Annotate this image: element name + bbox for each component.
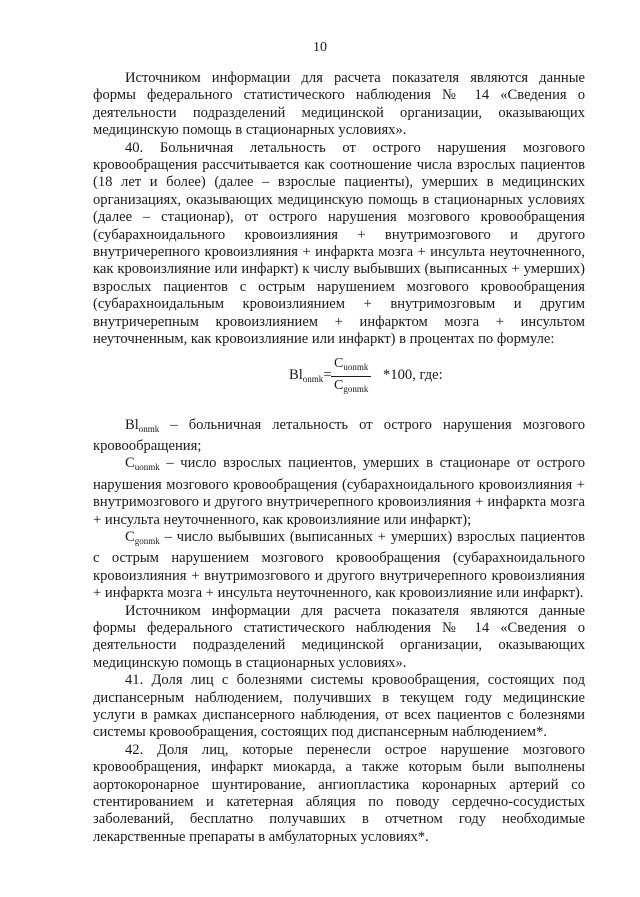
- term-cu-sub: uonmk: [134, 462, 160, 473]
- term-bl-base: Bl: [125, 416, 139, 433]
- term-cg-base: C: [125, 528, 135, 545]
- term-cg-sub: gonmk: [134, 535, 160, 546]
- formula-den-base: C: [334, 377, 344, 393]
- formula-numerator: [331, 355, 371, 377]
- formula-rhs: *100, где:: [383, 366, 443, 383]
- paragraph-item-40: 40. Больничная летальность от острого нарушения мозгового кровообращения рассчитывается как соотношение числа взрослых пациентов (18 лет и более) (далее – взрослые пациенты), умерших в медицинских организациях, оказывающих медицинскую помощь в стационарных условиях (далее – стационар), от острого нарушения мозгового кровообращения (субарахноидального кровоизлияния + внутримозгового и другого внутричерепного кровоизлияния + инфаркта мозга + инсульта неуточненного, как кровоизлияние или инфаркт) к числу выбывших (выписанных + умерших) взрослых пациентов с острым нарушением мозгового кровообращения (субарахноидальным кровоизлиянием + внутримозговым и другим внутричерепным кровоизлиянием + инфарктом мозга + инсультом неуточненным, как кровоизлияние или инфаркт) в процентах по формуле:: [93, 139, 585, 348]
- definition-cu-text: – число взрослых пациентов, умерших в стационаре от острого нарушения мозгового кровообращения (субарахноидального кровоизлияния + внутримозгового и другого внутричерепного кровоизлияния + инфаркта мозга + инсульта неуточненного, как кровоизлияние или инфаркт);: [93, 455, 585, 528]
- definition-cg: [93, 529, 585, 603]
- paragraph-item-42: 42. Доля лиц, которые перенесли острое нарушение мозгового кровообращения, инфаркт миокарда, а также которым были выполнены аортокоронарное шунтирование, ангиопластика коронарных артерий со стентированием и катетерная абляция по поводу сердечно-сосудистых заболеваний, бесплатно получавших в отчетном году необходимые лекарственные препараты в амбулаторных условиях*.: [93, 741, 585, 845]
- definition-bl-text: – больничная летальность от острого нарушения мозгового кровообращения;: [93, 416, 585, 454]
- formula-den-sub: gonmk: [343, 383, 369, 394]
- formula-fraction: [331, 355, 371, 398]
- formula-denominator: [331, 377, 371, 398]
- formula-num-sub: uonmk: [343, 361, 369, 372]
- definition-cu: [93, 455, 585, 529]
- paragraph-item-41: 41. Доля лиц с болезнями системы кровообращения, состоящих под диспансерным наблюдением, получивших в текущем году медицинские услуги в рамках диспансерного наблюдения, от всех пациентов с болезнями системы кровообращения, состоящих под диспансерным наблюдением*.: [93, 672, 585, 741]
- paragraph-source-info-1: Источником информации для расчета показателя являются данные формы федерального статистического наблюдения № 14 «Сведения о деятельности подразделений медицинской организации, оказывающих медицинскую помощь в стационарных условиях».: [93, 70, 585, 139]
- formula-num-base: C: [334, 355, 344, 371]
- document-body: [93, 70, 585, 846]
- formula-lhs-sub: onmk: [302, 373, 324, 384]
- definition-cg-text: – число выбывших (выписанных + умерших) взрослых пациентов с острым нарушением мозгового кровообращения (субарахноидального кровоизлияния + внутримозгового и другого внутричерепного кровоизлияния + инфаркта мозга + инсульта неуточненного, как кровоизлияние или инфаркт).: [93, 528, 585, 602]
- paragraph-source-info-2: Источником информации для расчета показателя являются данные формы федерального статистического наблюдения № 14 «Сведения о деятельности подразделений медицинской организации, оказывающих медицинскую помощь в стационарных условиях».: [93, 602, 585, 671]
- definition-bl: [93, 417, 585, 456]
- term-bl-sub: onmk: [138, 423, 160, 434]
- formula-lhs: [289, 367, 332, 388]
- formula-lhs-base: Bl: [289, 366, 303, 383]
- page-number: 10: [313, 40, 327, 55]
- term-cu-base: C: [125, 455, 135, 472]
- formula: [93, 355, 585, 405]
- formula-equals: =: [323, 366, 332, 383]
